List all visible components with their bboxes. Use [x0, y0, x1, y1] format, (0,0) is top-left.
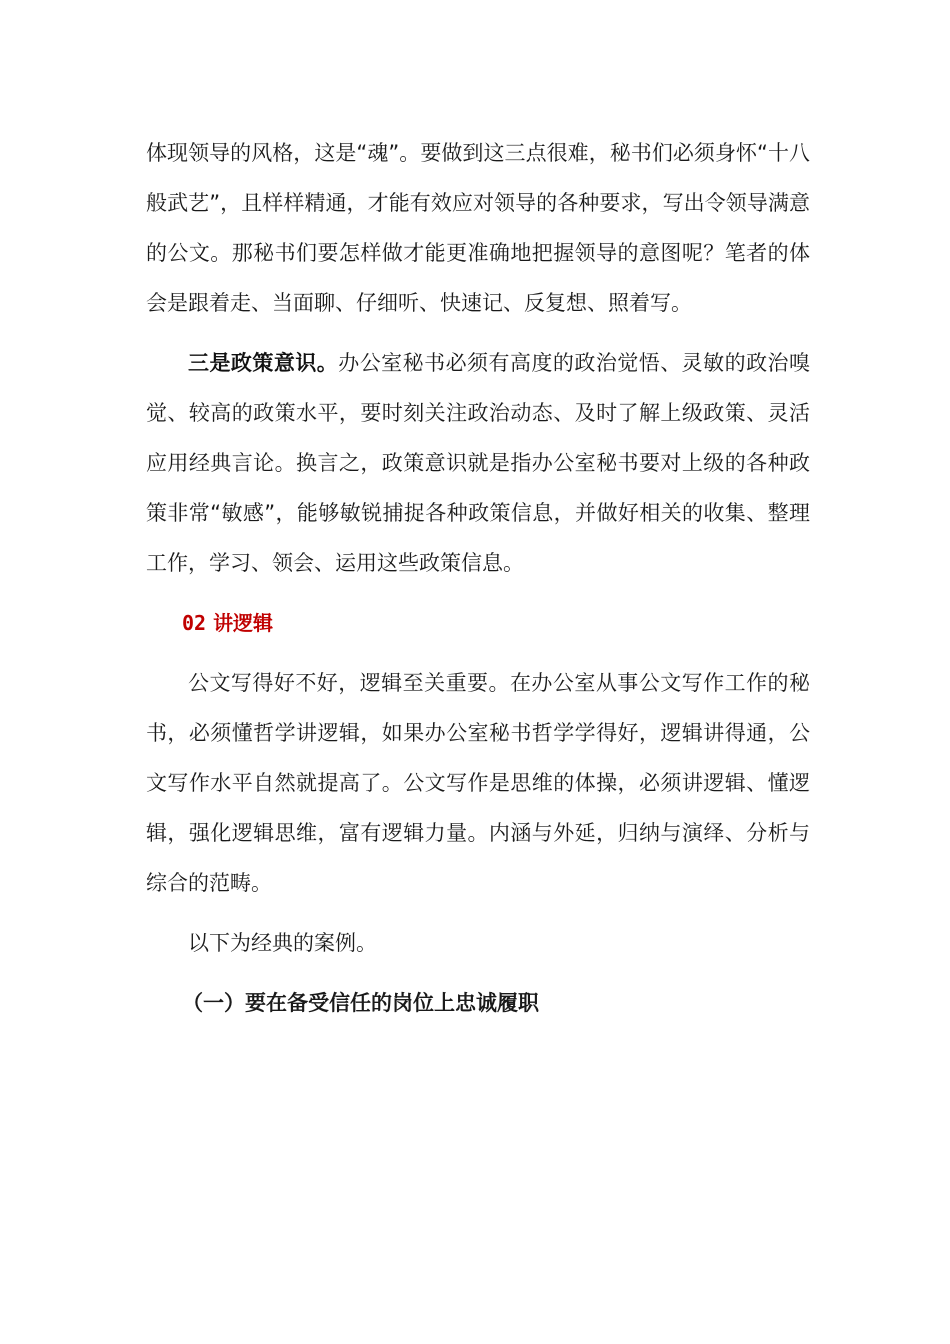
section-number: 02	[182, 611, 207, 635]
section-title: 讲逻辑	[213, 611, 274, 635]
paragraph-leader-style: 体现领导的风格，这是“魂”。要做到这三点很难，秘书们必须身怀“十八般武艺”，且样样精通，才能有效应对领导的各种要求，写出令领导满意的公文。那秘书们要怎样做才能更准确地把握领导的意图呢？笔者的体会是跟着走、当面聊、仔细听、快速记、反复想、照着写。	[146, 141, 810, 315]
paragraph-policy-awareness	[146, 338, 810, 588]
section-heading	[146, 598, 810, 648]
paragraph-lead-bold: 三是政策意识。	[188, 351, 339, 375]
paragraph-logic: 公文写得好不好，逻辑至关重要。在办公室从事公文写作工作的秘书，必须懂哲学讲逻辑，如果办公室秘书哲学学得好，逻辑讲得通，公文写作水平自然就提高了。公文写作是思维的体操，必须讲逻辑、懂逻辑，强化逻辑思维，富有逻辑力量。内涵与外延，归纳与演绎、分析与综合的范畴。	[146, 671, 810, 895]
sub-heading: （一）要在备受信任的岗位上忠诚履职	[182, 991, 539, 1015]
paragraph-body: 办公室秘书必须有高度的政治觉悟、灵敏的政治嗅觉、较高的政策水平，要时刻关注政治动态、及时了解上级政策、灵活应用经典言论。换言之，政策意识就是指办公室秘书要对上级的各种政策非常“敏感”，能够敏锐捕捉各种政策信息，并做好相关的收集、整理工作，学习、领会、运用这些政策信息。	[146, 351, 810, 575]
paragraph-case-intro: 以下为经典的案例。	[188, 931, 377, 955]
document-body	[146, 128, 810, 1028]
